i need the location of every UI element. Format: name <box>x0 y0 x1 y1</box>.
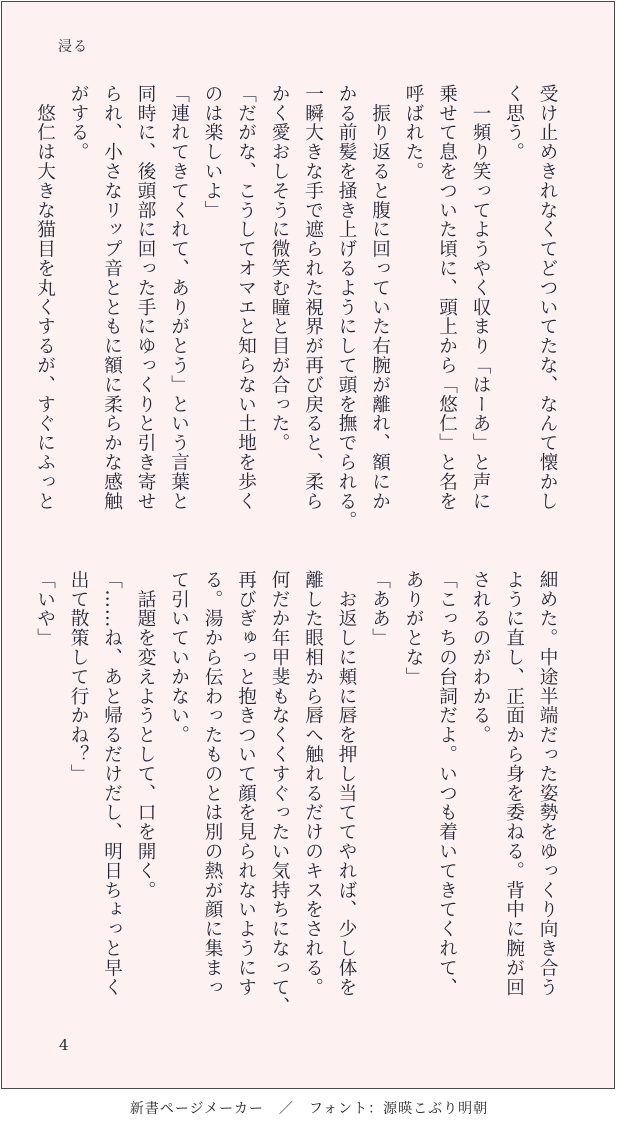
text-line: 細めた。中途半端だった姿勢をゆっくり向き合う <box>537 570 558 997</box>
text-line: お返しに頬に唇を押し当ててやれば、少し体を <box>336 570 357 997</box>
text-line: 受け止めきれなくてどついてたな、なんて懐かし <box>537 84 558 511</box>
text-line: 振り返ると腹に回っていた右腕が離れ、額にか <box>369 84 391 511</box>
text-line: く思う。 <box>503 84 525 162</box>
text-line: 「ああ」 <box>369 570 391 648</box>
text-line: 離した眼相から唇へ触れるだけのキスをされる。 <box>302 570 324 997</box>
text-block-bottom <box>28 570 564 1026</box>
text-line: 出て散策して行かね？」 <box>68 570 89 784</box>
text-line: のは楽しいよ」 <box>202 84 223 220</box>
page-number: 4 <box>59 1036 69 1054</box>
novel-page <box>1 1 615 1089</box>
text-block-top <box>28 84 564 540</box>
text-line: 乗せて息をついた頃に、頭上から「悠仁」と名を <box>436 84 458 511</box>
text-line: 「こっちの台詞だよ。いつも着いてきてくれて、 <box>436 570 458 997</box>
text-line: られ、小さなリップ音とともに額に柔らかな感触 <box>101 84 123 511</box>
text-line: 「いや」 <box>34 570 56 648</box>
text-line: る。湯から伝わったものとは別の熱が顔に集まっ <box>202 570 223 997</box>
text-line: されるのがわかる。 <box>470 570 491 745</box>
text-line: て引いていかない。 <box>168 570 190 745</box>
text-line: 話題を変えようとして、口を開く。 <box>135 570 156 900</box>
text-line: 一瞬大きな手で遮られた視界が再び戻ると、柔ら <box>302 84 324 511</box>
text-line: 「だがな、こうしてオマエと知らない土地を歩く <box>235 84 257 511</box>
text-line: かく愛おしそうに微笑む瞳と目が合った。 <box>269 84 290 453</box>
text-line: 悠仁は大きな猫目を丸くするが、すぐにふっと <box>34 84 56 511</box>
text-line: ありがとな」 <box>403 570 424 687</box>
text-line: 「連れてきてくれて、ありがとう」という言葉と <box>168 84 190 511</box>
text-line: 何だか年甲斐もなくくすぐったい気持ちになって、 <box>269 570 290 1017</box>
text-line: 呼ばれた。 <box>403 84 424 181</box>
text-line: がする。 <box>68 84 89 162</box>
text-line: 再びぎゅっと抱きついて顔を見られないようにす <box>235 570 257 997</box>
running-title: 浸る <box>58 39 88 55</box>
text-line: かる前髪を掻き上げるようにして頭を撫でられる。 <box>336 84 357 531</box>
text-line: 一頻り笑ってようやく収まり「はーあ」と声に <box>470 84 491 511</box>
text-line: 同時に、後頭部に回った手にゆっくりと引き寄せ <box>135 84 156 511</box>
footer-credit: 新書ページメーカー ／ フォント：源暎こぶり明朝 <box>129 1101 489 1117</box>
text-line: ように直し、正面から身を委ねる。背中に腕が回 <box>503 570 525 997</box>
text-line: 「……ね、あと帰るだけだし、明日ちょっと早く <box>101 570 123 997</box>
